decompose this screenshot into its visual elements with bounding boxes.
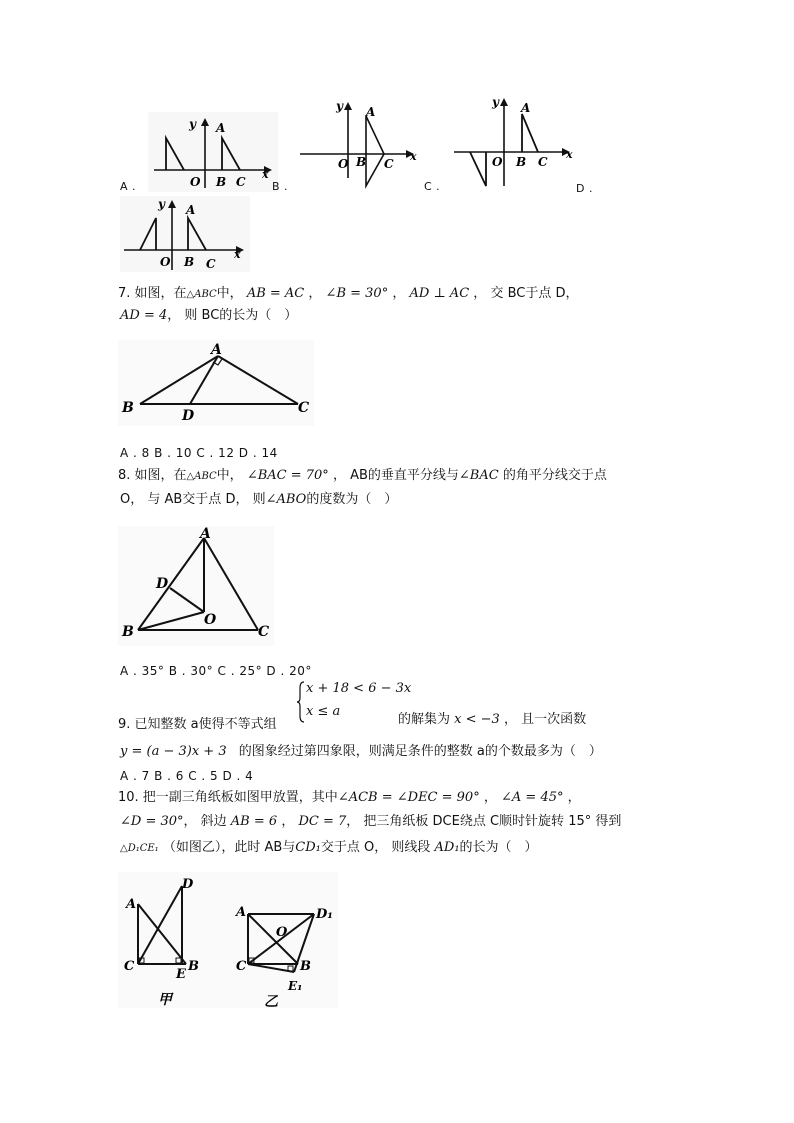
q10-figures: [118, 872, 338, 1008]
label-y: y: [158, 197, 165, 211]
label-c: C: [206, 257, 216, 271]
q10-tail: 的长为（ ）: [459, 840, 538, 855]
q6-option-d[interactable]: [120, 182, 760, 272]
q10-comma3: ，: [281, 814, 295, 829]
q8-eq2: ∠BAC: [458, 468, 499, 483]
label-c: C: [236, 959, 247, 974]
q10-mid4: 交于点 O， 则线段: [320, 840, 431, 855]
caption-jia: 甲: [158, 992, 172, 1008]
label-a: A: [126, 897, 137, 912]
label-c: C: [384, 157, 394, 171]
q9-system-line1: x + 18 < 6 − 3x: [306, 681, 412, 696]
label-o: O: [338, 157, 349, 171]
label-d: D: [156, 576, 169, 592]
q8-answers: A . 35° B . 30° C . 25° D . 20°: [120, 664, 312, 678]
label-b: B: [356, 155, 367, 169]
label-a: A: [236, 905, 247, 920]
q10-number: 10. 把一副三角纸板如图甲放置，其中: [118, 790, 338, 805]
q9-solution: x < −3: [454, 712, 500, 727]
label-x: x: [566, 148, 573, 161]
q8-eq3: ∠ABO: [265, 492, 307, 507]
q7-tail: 交 BC于点 D，: [490, 286, 579, 301]
q7-mid: 中，: [216, 286, 243, 301]
q10-eq2: ∠A = 45°: [501, 790, 564, 805]
label-c: C: [298, 400, 310, 416]
label-c: C: [538, 155, 548, 169]
label-a: A: [366, 105, 376, 119]
label-o: O: [492, 155, 503, 169]
q7-comma2: ，: [392, 286, 406, 301]
label-e1: E₁: [288, 979, 303, 993]
q7-comma1: ，: [308, 286, 322, 301]
q9-line1-rest: [398, 711, 586, 729]
q6-graph-d: [120, 196, 250, 272]
label-a: A: [216, 121, 226, 135]
q9-line1-prefix: 9. 已知整数 a使得不等式组: [118, 717, 277, 732]
label-d1: D₁: [316, 907, 333, 922]
q9-middle: 的解集为: [398, 712, 451, 727]
label-b: B: [300, 959, 311, 974]
label-a: A: [521, 101, 531, 115]
q7-line2-tail: ， 则 BC的长为（ ）: [167, 308, 298, 323]
q9-system-line2: x ≤ a: [306, 704, 341, 719]
q7-triangle: △ABC: [186, 289, 217, 300]
q6-graph-b: [298, 98, 422, 190]
label-c: C: [236, 175, 246, 189]
label-x: x: [410, 150, 417, 163]
q10-comma1: ，: [483, 790, 497, 805]
q7-figure: [118, 340, 314, 426]
q10-eq1: ∠ACB = ∠DEC = 90°: [337, 790, 480, 805]
q7-eq4: AD = 4: [120, 308, 168, 323]
q6-graph-a: [148, 112, 278, 192]
figure-jia: [124, 877, 199, 1008]
q8-eq1: ∠BAC = 70°: [246, 468, 329, 483]
label-x: x: [262, 168, 269, 181]
q8-mid: 中，: [216, 468, 243, 483]
q9-system: [296, 680, 412, 724]
q10-mid1: ， 斜边: [183, 814, 227, 829]
option-letter: C .: [424, 180, 441, 193]
label-o: O: [160, 255, 171, 269]
label-y: y: [336, 99, 343, 113]
label-o: O: [204, 612, 217, 628]
q10-eq5: DC = 7: [298, 814, 347, 829]
q10-mid3: （如图乙），此时 AB与: [162, 840, 296, 855]
q8-line2: O， 与 AB交于点 D， 则: [120, 492, 266, 507]
q10-triangle: △D₁CE₁: [120, 843, 159, 854]
label-o: O: [276, 925, 288, 940]
q9-tail: ， 且一次函数: [503, 712, 587, 727]
option-letter: D .: [576, 182, 593, 195]
q8-line2-tail: 的度数为（ ）: [306, 492, 398, 507]
q10-eq3: ∠D = 30°: [120, 814, 184, 829]
q9-line2-tail: 的图象经过第四象限，则满足条件的整数 a的个数最多为（ ）: [238, 744, 602, 759]
q10-line3: [120, 839, 538, 858]
q10-line1: [118, 789, 581, 807]
q9-function: y = (a − 3)x + 3: [120, 744, 227, 759]
label-a: A: [211, 342, 222, 358]
label-d: D: [182, 877, 194, 892]
label-b: B: [184, 255, 195, 269]
q6-option-b[interactable]: [272, 98, 422, 194]
q8-triangle: △ABC: [186, 471, 217, 482]
q10-seg2: AD₁: [434, 840, 460, 855]
q7-line1: [118, 285, 578, 304]
q7-number: 7. 如图，在: [118, 286, 187, 301]
label-b: B: [516, 155, 527, 169]
q8-figure: [118, 526, 274, 646]
q8-number: 8. 如图，在: [118, 468, 187, 483]
label-b: B: [216, 175, 227, 189]
option-letter: B .: [272, 180, 289, 193]
q9-line2: [120, 743, 602, 761]
label-a: A: [186, 203, 196, 217]
q10-seg: CD₁: [295, 840, 321, 855]
q7-eq3: AD ⊥ AC: [409, 286, 470, 301]
label-e: E: [176, 967, 186, 982]
q8-line1: [118, 467, 607, 486]
label-b: B: [188, 959, 199, 974]
label-b: B: [122, 400, 134, 416]
label-d: D: [182, 408, 195, 424]
q7-comma3: ，: [473, 286, 487, 301]
q6-graph-c: [452, 94, 582, 192]
q8-line2: [120, 491, 397, 509]
q10-comma2: ，: [567, 790, 581, 805]
q7-eq2: ∠B = 30°: [325, 286, 389, 301]
option-letter: A .: [120, 180, 137, 193]
label-y: y: [189, 117, 196, 131]
q7-line2: [120, 307, 297, 325]
brace-icon: [296, 680, 306, 724]
q7-answers: A . 8 B . 10 C . 12 D . 14: [120, 446, 278, 460]
label-b: B: [122, 624, 134, 640]
label-a: A: [200, 526, 211, 542]
q10-eq4: AB = 6: [230, 814, 278, 829]
q6-option-c[interactable]: [424, 94, 584, 194]
q8-tail: 的角平分线交于点: [502, 468, 607, 483]
q9-answers: A . 7 B . 6 C . 5 D . 4: [120, 769, 254, 783]
label-c: C: [258, 624, 270, 640]
figure-yi: [234, 905, 333, 1008]
label-y: y: [492, 95, 499, 109]
caption-yi: 乙: [264, 994, 278, 1008]
q8-middle: ， AB的垂直平分线与: [332, 468, 459, 483]
label-c: C: [124, 959, 135, 974]
label-x: x: [234, 248, 241, 261]
q10-line2: [120, 813, 621, 831]
label-o: O: [190, 175, 201, 189]
q10-mid2: ， 把三角纸板 DCE绕点 C顺时针旋转 15° 得到: [346, 814, 622, 829]
q7-eq1: AB = AC: [246, 286, 305, 301]
